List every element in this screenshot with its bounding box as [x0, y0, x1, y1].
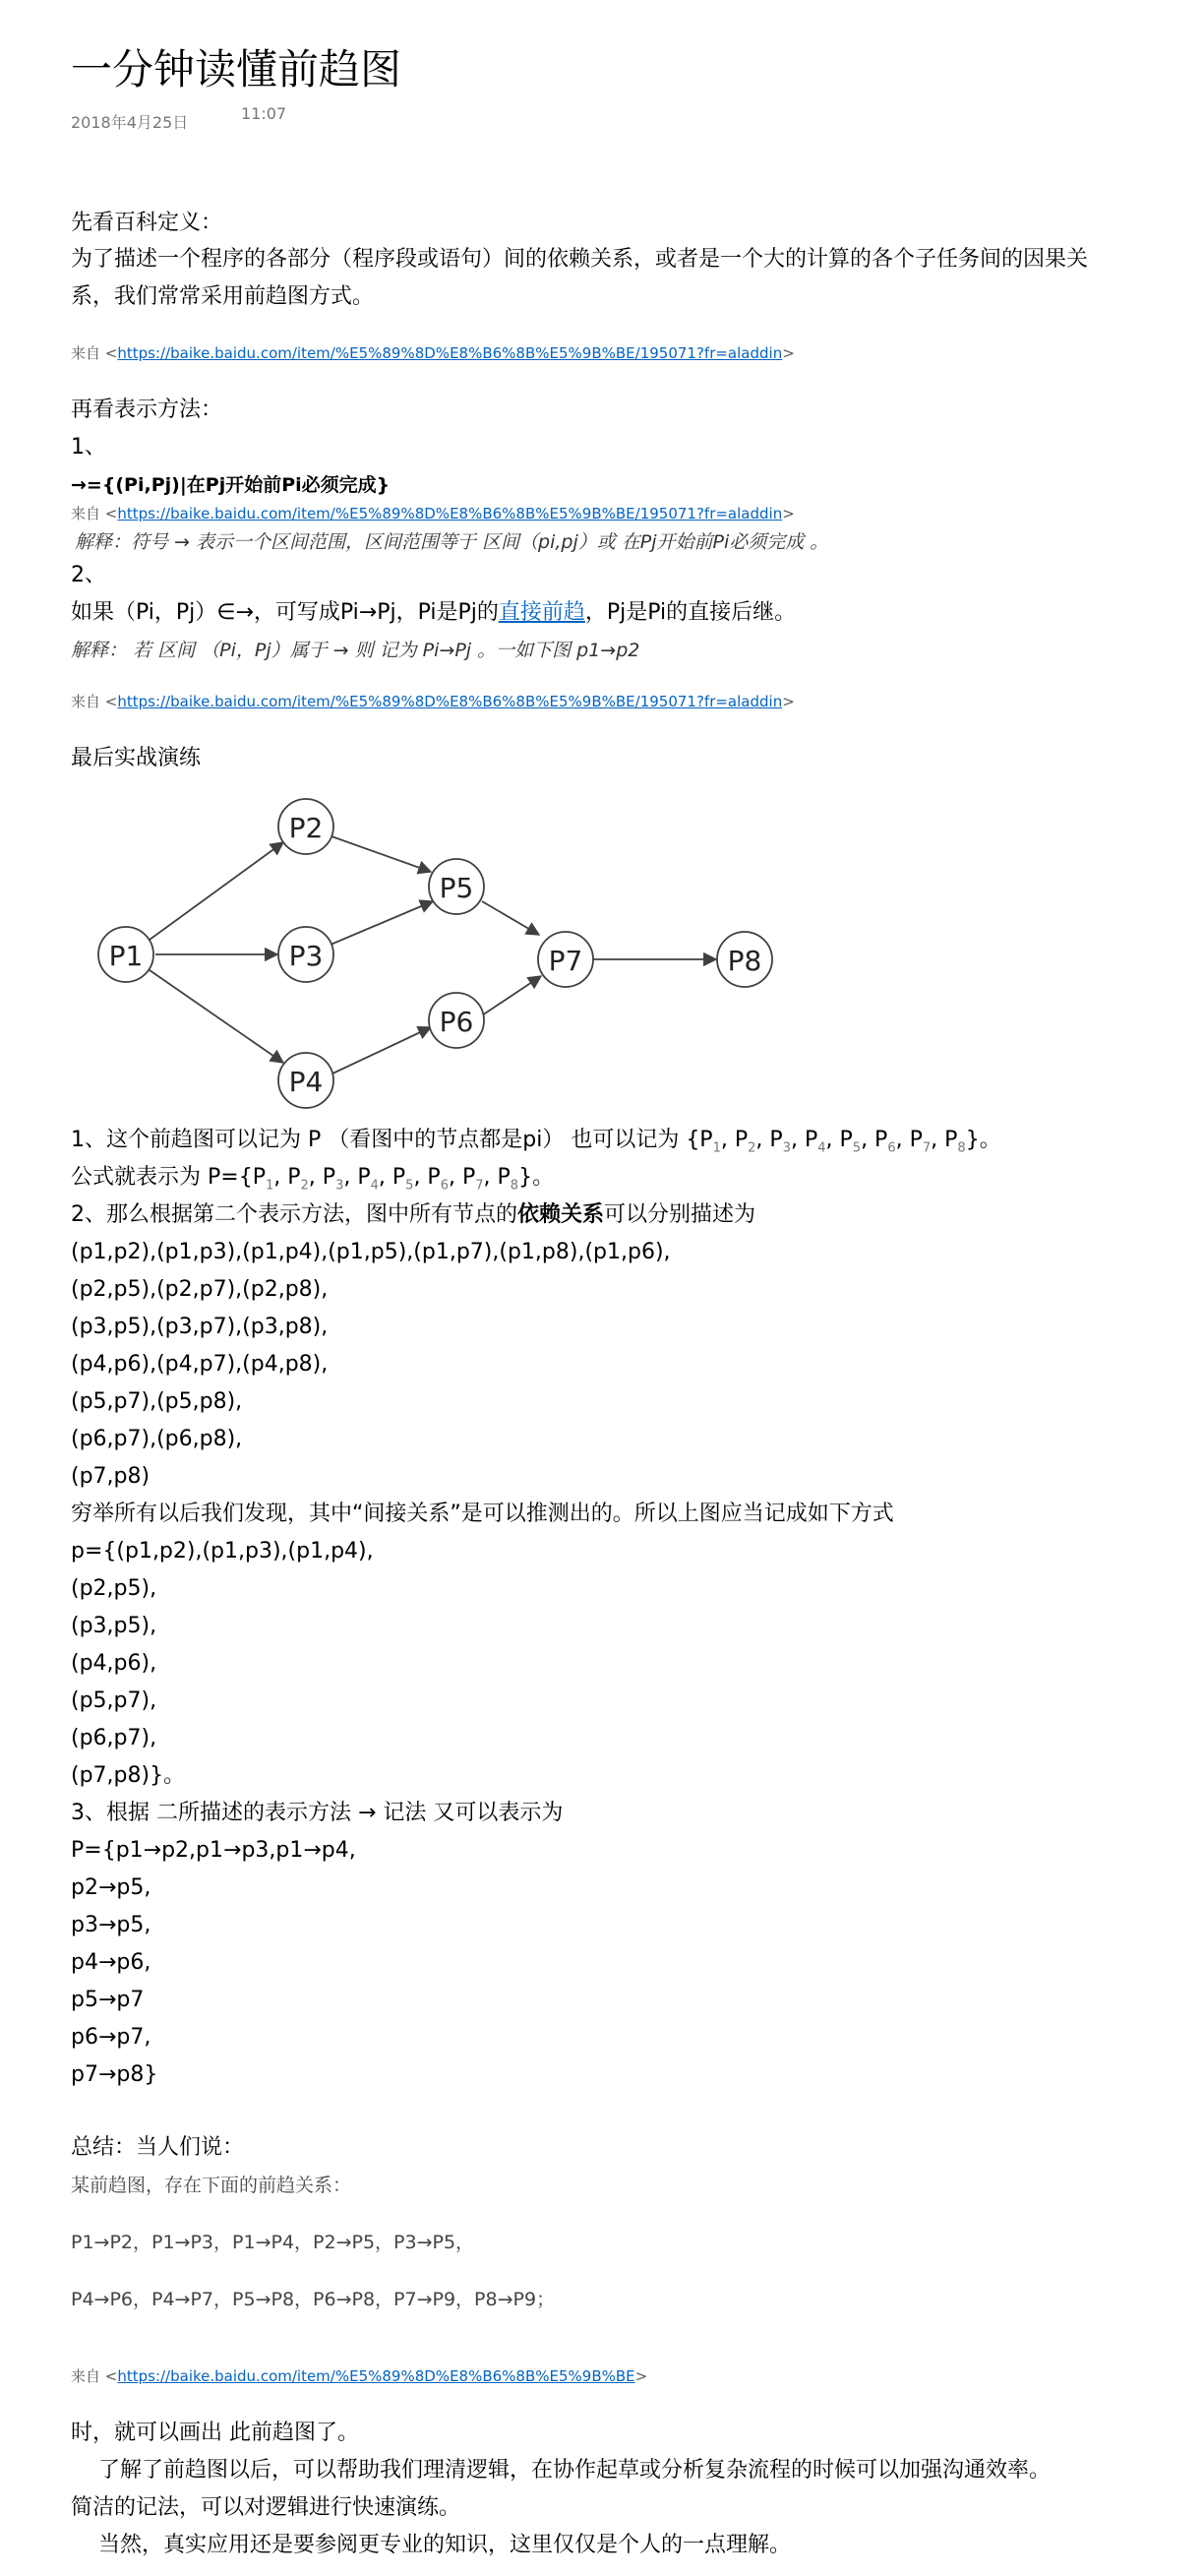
ending-line-3: 简洁的记法，可以对逻辑进行快速演练。	[71, 2495, 461, 2520]
dependency-line: (p5,p7),(p5,p8),	[71, 1389, 243, 1414]
date-label: 2018年4月25日	[71, 113, 189, 132]
dependency-line: (p1,p2),(p1,p3),(p1,p4),(p1,p5),(p1,p7),(p1,p8),(p1,p6),	[71, 1240, 671, 1264]
summary-relations-2: P4→P6，P4→P7，P5→P8，P6→P8，P7→P9，P8→P9；	[71, 2289, 556, 2310]
sub-3: 3	[335, 1178, 344, 1194]
source-link-1[interactable]: https://baike.baidu.com/item/%E5%89%8D%E8%B6%8B%E5%9B%BE/195071?fr=aladdin	[117, 344, 783, 362]
dependency-line: (p3,p5),(p3,p7),(p3,p8),	[71, 1315, 329, 1339]
point-2-post: 可以分别描述为	[604, 1202, 756, 1227]
source-1	[71, 342, 795, 363]
source-suffix: >	[782, 505, 795, 522]
arrow-line: p5→p7	[71, 1988, 145, 2012]
arrow-line: p3→p5,	[71, 1913, 151, 1937]
method-2-pre: 如果（Pi，Pj）∈→，可写成Pi→Pj，Pi是Pj的	[71, 600, 499, 625]
arrow-line: p6→p7,	[71, 2025, 151, 2050]
intro-line-1: 为了描述一个程序的各部分（程序段或语句）间的依赖关系，或者是一个大的计算的各个子任务间的因果关	[71, 247, 1089, 272]
edge-p1-p4	[150, 970, 283, 1063]
source-link-3[interactable]: https://baike.baidu.com/item/%E5%89%8D%E8%B6%8B%E5%9B%BE/195071?fr=aladdin	[117, 693, 783, 710]
arrow-line: P={p1→p2,p1→p3,p1→p4,	[71, 1838, 356, 1863]
node-label-p5: P5	[439, 872, 474, 904]
summary-relations-1: P1→P2，P1→P3，P1→P4，P2→P5，P3→P5，	[71, 2232, 475, 2253]
method-2-post: ，Pj是Pi的直接后继。	[584, 600, 797, 625]
sub-2: 2	[300, 1178, 309, 1194]
sub-4: 4	[817, 1140, 826, 1156]
p-set-list	[71, 1537, 374, 1799]
dependency-line: (p4,p6),(p4,p7),(p4,p8),	[71, 1352, 329, 1377]
sub-5: 5	[852, 1140, 862, 1156]
edge-p1-p2	[150, 842, 283, 940]
source-prefix: 来自 <	[71, 344, 118, 362]
p-set-line: (p7,p8)}。	[71, 1763, 186, 1788]
source-suffix: >	[782, 693, 795, 710]
point-1b-pre: 公式就表示为 P={P	[71, 1165, 266, 1190]
method-2-label: 2、	[71, 563, 106, 587]
point-2-bold: 依赖关系	[517, 1202, 605, 1227]
intro-heading: 先看百科定义：	[71, 211, 223, 235]
node-label-p1: P1	[108, 940, 144, 972]
arrow-line: p4→p6,	[71, 1950, 151, 1975]
point-2-pre: 2、那么根据第二个表示方法，图中所有节点的	[71, 1202, 517, 1227]
p-set-line: (p6,p7),	[71, 1726, 157, 1750]
ending-line-1: 时，就可以画出 此前趋图了。	[71, 2421, 359, 2445]
arrow-list	[71, 1836, 356, 2098]
page-title: 一分钟读懂前趋图	[71, 45, 402, 93]
source-link-4[interactable]: https://baike.baidu.com/item/%E5%89%8D%E8%B6%8B%E5%9B%BE	[117, 2367, 635, 2385]
summary-sub: 某前趋图，存在下面的前趋关系：	[71, 2175, 352, 2196]
sub-3: 3	[782, 1140, 791, 1156]
sub-6: 6	[887, 1140, 896, 1156]
sub-7: 7	[922, 1140, 932, 1156]
method-1-note: 解释：符号 → 表示一个区间范围，区间范围等于 区间（pi,pj）或 在Pj开始前Pi必须完成 。	[75, 531, 829, 553]
method-2-note: 解释： 若 区间 （Pi，Pj）属于 → 则 记为 Pi→Pj 。一如下图 p1→p2	[71, 640, 640, 661]
source-4	[71, 2365, 647, 2386]
dependency-line: (p7,p8)	[71, 1464, 150, 1489]
ending-line-4: 当然，真实应用还是要参阅更专业的知识，这里仅仅是个人的一点理解。	[71, 2533, 791, 2557]
node-label-p6: P6	[439, 1006, 474, 1038]
dependency-line: (p6,p7),(p6,p8),	[71, 1427, 243, 1451]
p-set-line: (p2,p5),	[71, 1576, 157, 1601]
dependency-list	[71, 1238, 671, 1500]
source-3	[71, 691, 795, 711]
source-prefix: 来自 <	[71, 693, 118, 710]
edge-p4-p6	[331, 1027, 431, 1074]
p-set-line: (p5,p7),	[71, 1688, 157, 1713]
sub-8: 8	[957, 1140, 966, 1156]
point-1b-post: }。	[518, 1165, 555, 1190]
sub-7: 7	[475, 1178, 484, 1194]
practice-heading: 最后实战演练	[71, 746, 202, 770]
sub-6: 6	[440, 1178, 449, 1194]
edge-p6-p7	[482, 976, 541, 1015]
sub-5: 5	[405, 1178, 414, 1194]
point-1b-line: 公式就表示为 $P=\{P_1$, $P_2$, $P_3$, $P_4$, $P_5$, $P_6$, $P_7$, $P_8$}。	[71, 1165, 555, 1194]
point-2-line	[71, 1200, 755, 1230]
node-label-p4: P4	[288, 1066, 324, 1098]
sub-8: 8	[510, 1178, 519, 1194]
p-set-line: p={(p1,p2),(p1,p3),(p1,p4),	[71, 1539, 374, 1564]
node-label-p3: P3	[288, 940, 324, 972]
sub-2: 2	[748, 1140, 756, 1156]
node-label-p7: P7	[548, 945, 583, 977]
method-2-line	[71, 598, 796, 628]
arrow-line: p2→p5,	[71, 1875, 151, 1900]
source-prefix: 来自 <	[71, 2367, 118, 2385]
arrow-line: p7→p8}	[71, 2062, 158, 2087]
source-link-2[interactable]: https://baike.baidu.com/item/%E5%89%8D%E8%B6%8B%E5%9B%BE/195071?fr=aladdin	[117, 505, 783, 522]
p-set-line: (p3,p5),	[71, 1614, 157, 1638]
source-2	[71, 503, 795, 523]
point-1-post: }。	[965, 1128, 1001, 1152]
sub-1: 1	[265, 1178, 274, 1194]
source-suffix: >	[634, 2367, 648, 2385]
intro-line-2: 系，我们常常采用前趋图方式。	[71, 284, 375, 309]
point-1-line: 1、这个前趋图可以记为 P （看图中的节点都是pi） 也可以记为 {$P_1$, $P_2$, $P_3$, $P_4$, $P_5$, $P_6$, $P_7$, $P_8$}。	[71, 1128, 1001, 1156]
sub-1: 1	[712, 1140, 721, 1156]
direct-predecessor-link[interactable]: 直接前趋	[498, 600, 585, 625]
summary-heading: 总结：当人们说：	[71, 2135, 245, 2160]
node-label-p8: P8	[727, 945, 762, 977]
ending-line-2: 了解了前趋图以后，可以帮助我们理清逻辑，在协作起草或分析复杂流程的时候可以加强沟通效率。	[71, 2458, 1051, 2483]
source-suffix: >	[782, 344, 795, 362]
method-1-formula: →={(Pi,Pj)|在Pj开始前Pi必须完成}	[71, 474, 391, 496]
time-label: 11:07	[241, 104, 287, 123]
node-label-p2: P2	[288, 812, 324, 844]
point-3-line: 3、根据 二所描述的表示方法 → 记法 又可以表示为	[71, 1801, 564, 1825]
edge-p5-p7	[482, 901, 539, 935]
point-1-pre: 1、这个前趋图可以记为 P （看图中的节点都是pi） 也可以记为 {P	[71, 1128, 713, 1152]
sub-4: 4	[370, 1178, 379, 1194]
exhaust-line: 穷举所有以后我们发现，其中“间接关系”是可以推测出的。所以上图应当记成如下方式	[71, 1502, 894, 1526]
source-prefix: 来自 <	[71, 505, 118, 522]
edge-p2-p5	[331, 836, 431, 872]
edge-p3-p5	[331, 901, 433, 945]
precedence-graph	[89, 777, 797, 1122]
dependency-line: (p2,p5),(p2,p7),(p2,p8),	[71, 1277, 329, 1302]
method-heading: 再看表示方法：	[71, 398, 223, 422]
p-set-line: (p4,p6),	[71, 1651, 157, 1676]
method-1-label: 1、	[71, 435, 106, 460]
